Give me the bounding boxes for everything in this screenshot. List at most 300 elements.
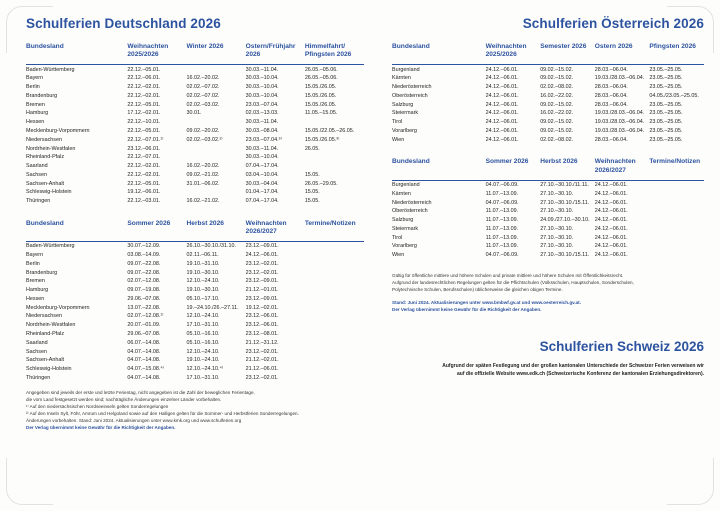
cell-dates: 15.05./26.05.³⁾ [304,136,340,143]
cell-dates [305,295,364,304]
table-row [392,74,704,83]
cell-dates: 21.12.–06.01. [245,366,279,373]
table-row [392,207,704,216]
cell-dates: 23.03.–07.04.³⁾ [245,136,282,143]
cell-state: Niederösterreich [392,199,432,206]
table-row [26,101,364,110]
cell-dates: 09.02.–21.02. [186,171,220,178]
cell-dates: 27.10.–30.10./11.11. [540,181,589,188]
germany-table-summer-header-row [26,220,364,242]
table-row [26,374,364,383]
at-col-header-bundesland: Bundesland [392,43,430,50]
cell-state: Kärnten [392,190,411,197]
cell-dates: 30.03.–04.04. [245,180,279,187]
cell-dates: 17.10.–31.10. [186,322,220,329]
table-row [392,242,704,251]
cell-state: Sachsen-Anhalt [26,357,65,364]
cell-dates [305,277,364,286]
table-row [26,162,364,171]
cell-dates: 23.12.–02.01. [245,269,279,276]
cell-dates: 23.12.–09.01. [245,278,279,285]
cell-state: Brandenburg [26,269,58,276]
at-col-header-sommer: Sommer 2026 [485,158,529,166]
table-row [392,101,704,110]
cell-dates [305,118,364,127]
cell-dates: 09.02.–15.02. [540,119,574,126]
cell-state: Tirol [392,234,403,241]
cell-state: Bayern [26,75,44,82]
cell-dates: 24.12.–06.01. [485,101,519,108]
cell-dates: 12.10.–24.10.⁴⁾ [186,366,224,373]
germany-table-summer-body [26,242,364,383]
cell-dates: 23.05.–25.05. [649,84,683,91]
cell-dates: 11.07.–13.09. [485,225,519,232]
corner-guide-bottom-left [6,458,53,505]
cell-dates: 15.05./22.05.–26.05. [304,127,355,134]
germany-table-winter-body [26,65,364,206]
germany-footnotes [26,390,364,431]
germany-title: Schulferien Deutschland 2026 [26,16,221,31]
cell-dates: 05.10.–17.10. [186,295,220,302]
table-row [26,188,364,197]
cell-dates: 19.10.–31.10. [186,260,220,267]
cell-dates: 04.07.–14.08. [127,348,161,355]
austria-disclaimer: Der Verlag übernimmt keine Gewähr für die Richtigkeit der Angaben. [392,307,542,313]
cell-dates: 12.10.–24.10. [186,348,220,355]
switzerland-note-1: auf die offizielle Website www.edk.ch (Schweizerische Konferenz der kantonalen Erziehungsdirektoren). [457,371,704,378]
table-row [392,136,704,145]
col-header-winter: Winter 2026 [186,43,224,50]
cell-dates [305,312,364,321]
cell-dates: 09.02.–15.02. [540,75,574,82]
cell-dates: 11.05.–15.05. [304,110,338,117]
cell-dates [649,198,704,207]
cell-dates: 23.12.–02.01. [245,374,279,381]
cell-dates: 27.10.–30.10./15.11. [540,199,590,206]
cell-state: Mecklenburg-Vorpommern [26,127,90,134]
cell-state: Niedersachsen [26,313,62,320]
cell-dates: 02.07.–12.08. [127,278,161,285]
cell-dates: 30.07.–12.09. [127,243,161,250]
cell-state: Rheinland-Pfalz [26,154,65,161]
table-row [26,179,364,188]
cell-dates: 21.12.–01.01. [245,287,279,294]
cell-state: Nordrhein-Westfalen [26,322,76,329]
cell-dates: 16.02.–22.02. [540,92,574,99]
cell-dates: 04.07.–06.09. [485,181,519,188]
cell-state: Baden-Württemberg [26,66,75,73]
cell-dates: 19.12.–02.01. [245,304,279,311]
cell-dates: 02.03.–13.03. [245,110,279,117]
cell-dates: 24.12.–06.01. [485,127,519,134]
switzerland-note-0: Aufgrund der späten Festlegung und der großen kantonalen Unterschiede der Schweizer Ferien verweisen wir [442,363,704,370]
cell-state: Mecklenburg-Vorpommern [26,304,90,311]
cell-dates: 16.02.–21.02. [186,198,220,205]
cell-dates: 15.05. [304,189,320,196]
cell-state: Burgenland [392,181,420,188]
cell-dates: 23.12.–09.01. [245,243,279,250]
table-row [392,65,704,74]
at-col-header-pfingsten: Pfingsten 2026 [649,43,696,50]
cell-dates [305,260,364,269]
cell-dates: 23.12.–02.01. [245,348,279,355]
cell-dates: 26.05.–05.06. [304,66,338,73]
col-header-termine: Termine/Notizen [304,219,356,227]
cell-state: Schleswig-Holstein [26,366,72,373]
table-row [26,127,364,136]
table-row [26,118,364,127]
cell-dates: 23.05.–25.05. [649,119,683,126]
cell-dates: 09.07.–22.08. [127,260,161,267]
cell-state: Nordrhein-Westfalen [26,145,76,152]
cell-state: Saarland [26,163,48,170]
cell-state: Vorarlberg [392,127,417,134]
col-header-pfingsten: Himmelfahrt/ Pfingsten 2026 [304,43,352,59]
cell-dates [187,65,246,74]
cell-dates: 24.12.–06.01. [485,119,519,126]
cell-dates [305,321,364,330]
table-row [392,198,704,207]
cell-dates: 19.03./28.03.–06.04. [594,75,645,82]
cell-dates: 26.05. [304,145,320,152]
table-row [26,321,364,330]
cell-dates: 04.07.–15.08.⁴⁾ [127,366,165,373]
table-row [392,118,704,127]
at-col-header-herbst: Herbst 2026 [540,158,578,166]
table-row [26,136,364,145]
cell-dates [649,225,704,234]
col-header-weihnachten: Weihnachten 2025/2026 [127,43,169,59]
cell-dates: 30.01. [186,110,202,117]
cell-dates: 15.05. [304,198,320,205]
cell-state: Thüringen [26,374,51,381]
cell-state: Salzburg [392,217,414,224]
at-col-header-weihnachten-2: Weihnachten 2026/2027 [594,158,636,174]
cell-dates: 30.03.–11.04. [245,145,279,152]
cell-state: Oberösterreich [392,208,428,215]
cell-dates: 12.10.–24.10. [186,278,220,285]
table-row [392,251,704,260]
col-header-sommer: Sommer 2026 [127,219,171,227]
cell-state: Berlin [26,260,40,267]
table-row [26,83,364,92]
cell-dates: 01.04.–17.04. [245,189,279,196]
cell-dates [305,286,364,295]
cell-dates: 23.05.–25.05. [649,101,683,108]
cell-dates: 15.05./26.05. [304,92,337,99]
austria-note-1: Aufgrund der landesrechtlichen Regelungen gelten für die Pflichtschulen (Volksschulen, Hauptschulen, Sonderschulen, [392,279,634,285]
cell-state: Sachsen [26,348,47,355]
cell-state: Wien [392,136,405,143]
cell-state: Berlin [26,84,40,91]
cell-dates: 19.12.–06.01. [127,189,161,196]
at-col-header-termine: Termine/Notizen [649,158,701,166]
cell-state: Steiermark [392,110,419,117]
table-row [392,83,704,92]
cell-dates: 27.10.–30.10. [540,190,574,197]
table-row [26,92,364,101]
cell-dates: 04.05./23.05.–25.05. [649,92,699,99]
cell-dates: 12.10.–24.10. [186,313,220,320]
germany-footnote-3: ²⁾ Auf den Inseln Sylt, Föhr, Amrum und Helgoland sowie auf den Halligen gelten für die Sommer- und Herbstferien Sonderregelungen. [26,411,299,417]
table-row [26,304,364,313]
table-row [392,109,704,118]
table-row [26,74,364,83]
cell-dates: 13.07.–22.08. [127,304,161,311]
cell-dates: 30.03.–08.04. [245,127,279,134]
table-row [26,286,364,295]
cell-dates: 21.12.–02.01. [245,357,279,364]
cell-dates: 28.03.–06.04. [594,92,628,99]
austria-section [392,16,704,378]
cell-dates: 09.07.–22.08. [127,269,161,276]
cell-dates: 24.12.–06.01. [485,66,519,73]
cell-state: Hessen [26,119,45,126]
table-row [26,153,364,162]
cell-dates [305,304,364,313]
cell-dates: 19.10.–30.10. [186,269,220,276]
germany-table-winter [26,43,364,206]
cell-dates: 16.02.–20.02. [186,75,220,82]
cell-dates [305,162,364,171]
cell-dates [649,207,704,216]
germany-section [26,16,364,432]
cell-dates: 29.06.–07.08. [127,330,161,337]
at-col-header-ostern: Ostern 2026 [594,43,633,50]
cell-dates: 24.12.–06.01. [485,136,519,143]
cell-dates: 09.02.–20.02. [186,127,220,134]
cell-dates: 24.12.–06.01. [594,234,628,241]
cell-dates: 03.04.–10.04. [245,171,279,178]
cell-dates: 02.02.–08.02. [540,136,574,143]
cell-dates [649,216,704,225]
table-row [26,251,364,260]
cell-dates: 19.10.–24.10. [186,357,220,364]
cell-dates [305,339,364,348]
austria-table-summer-body [392,180,704,259]
germany-disclaimer: Der Verlag übernimmt keine Gewähr für die Richtigkeit der Angaben. [26,424,176,430]
cell-dates: 23.12.–09.01. [245,295,279,302]
cell-dates: 24.12.–06.01. [594,217,628,224]
cell-dates: 30.03.–10.04. [245,84,279,91]
cell-dates: 02.02.–08.02. [540,84,574,91]
cell-state: Sachsen [26,171,47,178]
cell-dates: 02.07.–12.08.¹⁾ [127,313,164,320]
cell-dates [187,118,246,127]
cell-state: Rheinland-Pfalz [26,330,65,337]
cell-dates: 15.05./26.05. [304,84,337,91]
cell-dates: 02.11.–06.11. [186,252,219,259]
cell-dates: 23.12.–08.01. [245,330,279,337]
table-row [392,127,704,136]
cell-dates [649,190,704,199]
cell-dates: 24.12.–06.01. [594,243,628,250]
cell-dates: 23.12.–06.01. [127,145,161,152]
cell-dates: 07.04.–17.04. [245,163,279,170]
cell-dates: 24.12.–06.01. [594,199,628,206]
cell-dates [305,268,364,277]
cell-state: Saarland [26,339,48,346]
table-row [392,190,704,199]
table-row [26,277,364,286]
cell-dates: 30.03.–10.04. [245,92,279,99]
germany-footnote-1: die vom Land festgesetzt werden sind; nachträgliche Änderungen einzelner Länder vorbehalten. [26,397,222,403]
cell-dates: 28.03.–06.04. [594,101,628,108]
cell-dates: 09.07.–19.08. [127,287,161,294]
cell-dates: 24.12.–06.01. [485,92,519,99]
cell-dates: 07.04.–17.04. [245,198,279,205]
cell-dates: 22.12.–10.01. [127,119,161,126]
cell-dates: 26.10.–30.10./31.10. [186,243,236,250]
cell-dates: 24.12.–06.01. [594,190,628,197]
cell-dates: 02.02.–03.02.²⁾ [186,136,223,143]
cell-dates: 22.12.–07.01.¹⁾ [127,136,164,143]
cell-state: Niedersachsen [26,136,62,143]
cell-dates [305,242,364,251]
cell-dates: 29.06.–07.08. [127,295,161,302]
cell-dates [305,365,364,374]
cell-dates: 22.12.–07.01. [127,154,161,161]
table-row [26,295,364,304]
col-header-weihnachten-2: Weihnachten 2026/2027 [245,219,287,235]
table-row [26,330,364,339]
col-header-ostern: Ostern/Frühjahr 2026 [245,43,296,59]
cell-dates: 28.03.–06.04. [594,66,628,73]
at-col-header-semester: Semester 2026 [540,43,587,50]
cell-dates: 17.12.–02.01. [127,110,161,117]
cell-dates: 24.12.–06.01. [594,181,628,188]
cell-state: Hessen [26,295,45,302]
table-row [26,242,364,251]
cell-dates: 04.07.–14.08. [127,357,161,364]
table-row [26,312,364,321]
cell-dates: 24.12.–06.01. [485,84,519,91]
cell-dates: 03.08.–14.09. [127,252,161,259]
cell-dates: 22.12.–02.01. [127,84,161,91]
cell-dates: 23.05.–25.05. [649,110,683,117]
table-row [392,92,704,101]
cell-dates: 02.02.–03.02. [186,101,220,108]
table-row [26,109,364,118]
cell-dates: 27.10.–30.10./15.11. [540,252,590,259]
cell-state: Oberösterreich [392,92,428,99]
cell-dates: 16.02.–22.02. [540,110,574,117]
cell-dates: 15.05./26.05. [304,101,337,108]
cell-dates: 27.10.–30.10. [540,225,574,232]
germany-table-summer [26,220,364,383]
cell-state: Salzburg [392,101,414,108]
cell-dates: 11.07.–13.09. [485,234,519,241]
cell-dates [305,251,364,260]
austria-table-winter [392,43,704,144]
spacer-1 [26,206,364,220]
table-row [392,233,704,242]
cell-dates: 19.10.–30.10. [186,287,220,294]
cell-dates: 05.10.–16.10. [186,339,220,346]
table-row [392,225,704,234]
cell-state: Baden-Württemberg [26,243,75,250]
cell-state: Hamburg [26,110,49,117]
cell-dates: 26.05.–05.06. [304,75,338,82]
cell-dates: 21.12.–31.12. [245,339,279,346]
cell-dates: 04.07.–06.09. [485,252,519,259]
cell-dates: 24.12.–06.01. [594,208,628,215]
cell-dates: 02.02.–07.02. [186,92,220,99]
cell-dates: 28.03.–06.04. [594,84,628,91]
cell-dates: 23.05.–25.05. [649,75,683,82]
cell-dates [305,374,364,383]
table-row [26,197,364,206]
germany-footnote-2: ¹⁾ Auf den niedersächsischen Nordseeinseln gelten Sonderregelungen [26,404,169,410]
table-row [26,65,364,74]
cell-dates: 19.–24.10./26.–27.11. [186,304,239,311]
cell-dates: 11.07.–13.09. [485,217,519,224]
cell-dates: 20.07.–01.09. [127,322,161,329]
cell-dates [305,347,364,356]
cell-dates: 24.12.–06.01. [594,225,628,232]
cell-dates [305,356,364,365]
table-row [26,260,364,269]
cell-state: Wien [392,252,405,259]
col-header-bundesland-2: Bundesland [26,219,64,227]
cell-dates: 11.07.–13.09. [485,190,519,197]
cell-dates: 27.10.–30.10. [540,243,574,250]
table-row [26,144,364,153]
cell-state: Sachsen-Anhalt [26,180,65,187]
table-row [26,339,364,348]
cell-dates: 09.02.–15.02. [540,127,574,134]
cell-dates: 30.03.–11.04. [245,66,279,73]
cell-dates: 28.03.–06.04. [594,136,628,143]
cell-dates: 27.10.–30.10. [540,208,574,215]
cell-dates [305,153,364,162]
austria-note-2: Polytechnische Schulen, Berufsschulen) üblicherweise die gleichen obigen Termine. [392,286,563,292]
cell-dates [187,144,246,153]
cell-state: Thüringen [26,198,51,205]
cell-dates: 04.07.–14.08. [127,374,161,381]
cell-dates: 22.12.–05.01. [127,180,161,187]
table-row [26,347,364,356]
switzerland-title: Schulferien Schweiz 2026 [539,339,704,355]
cell-dates: 24.12.–06.01. [594,252,628,259]
cell-dates: 24.12.–06.01. [485,110,519,117]
table-row [26,365,364,374]
spacer-2 [392,144,704,158]
cell-dates: 02.02.–07.02. [186,84,220,91]
austria-table-winter-body [392,65,704,144]
cell-dates: 04.07.–06.09. [485,199,519,206]
cell-dates [649,233,704,242]
cell-dates: 30.03.–10.04. [245,75,279,82]
cell-dates: 23.12.–06.01. [245,313,279,320]
col-header-bundesland: Bundesland [26,43,64,50]
cell-state: Niederösterreich [392,84,432,91]
cell-dates: 26.05.–29.05. [304,180,338,187]
cell-dates: 16.02.–20.02. [186,163,220,170]
cell-dates: 19.03./28.03.–06.04. [594,110,645,117]
table-row [26,171,364,180]
cell-dates: 31.01.–06.02. [186,180,220,187]
cell-dates: 22.12.–02.01. [127,163,161,170]
austria-note-0: Gültig für öffentliche mittlere und höhere Schulen und private mittlere und höhere Schulen mit Öffentlichkeitsrecht. [392,272,624,278]
cell-dates: 23.05.–25.05. [649,127,683,134]
cell-dates: 11.07.–13.09. [485,208,519,215]
at-col-header-weihnachten: Weihnachten 2025/2026 [485,43,527,59]
cell-dates: 30.03.–10.04. [245,154,279,161]
austria-table-summer [392,158,704,259]
cell-dates: 19.03./28.03.–06.04. [594,127,645,134]
cell-dates: 22.12.–05.01. [127,101,161,108]
